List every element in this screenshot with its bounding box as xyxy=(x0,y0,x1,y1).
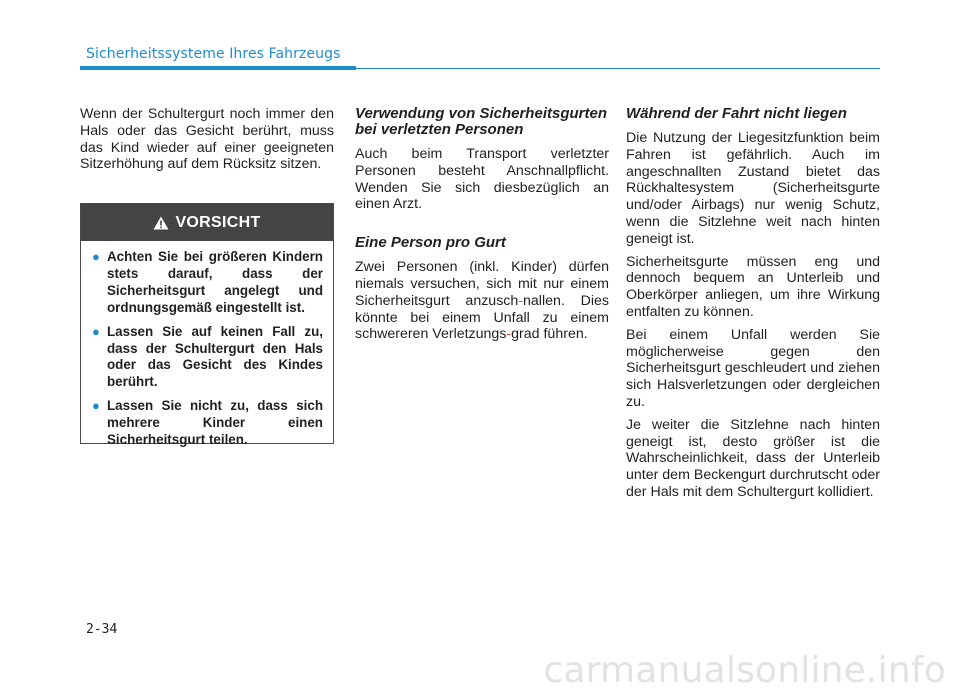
caution-item xyxy=(91,324,323,392)
watermark: carmanualsonline.info xyxy=(543,650,946,691)
header-rule-accent xyxy=(80,66,356,70)
bullet-icon: ● xyxy=(92,323,100,339)
heading-injured-persons: Verwendung von Sicherheitsgurten bei verletzten Personen xyxy=(355,105,607,138)
caution-item-text: Lassen Sie auf keinen Fall zu, dass der Schultergurt den Hals oder das Gesicht des Kindes berührt. xyxy=(107,323,323,390)
paragraph-injured-persons: Auch beim Transport verletzter Personen besteht Anschnallpflicht. Wenden Sie sich diesbezüglich an einen Arzt. xyxy=(355,146,609,213)
caution-label: VORSICHT xyxy=(175,213,261,231)
caution-list xyxy=(81,241,333,449)
bullet-icon: ● xyxy=(92,249,100,264)
caution-item xyxy=(91,398,323,449)
section-header-title: Sicherheitssysteme Ihres Fahrzeugs xyxy=(86,46,341,62)
column-left xyxy=(80,106,334,173)
heading-no-lying: Während der Fahrt nicht liegen xyxy=(626,105,847,122)
caution-box xyxy=(80,203,334,448)
paragraph-part: Zwei Personen (inkl. Kinder) dürfen niemals versuchen, sich mit nur einem Sicherheitsgurt anzusch xyxy=(355,259,609,309)
caution-item xyxy=(91,249,323,317)
bullet-icon: ● xyxy=(92,398,100,414)
paragraph: Sicherheitsgurte müssen eng und dennoch bequem an Unterleib und Oberkörper anliegen, um ihre Wirkung entfalten zu können. xyxy=(626,253,880,320)
caution-item-text: Achten Sie bei größeren Kindern stets darauf, dass der Sicherheitsgurt angelegt und ordnungsgemäß eingestellt ist. xyxy=(107,249,323,315)
warning-triangle-icon xyxy=(153,216,169,230)
heading-one-person-per-belt: Eine Person pro Gurt xyxy=(355,234,506,252)
paragraph: Bei einem Unfall werden Sie möglicherweise gegen den Sicherheitsgurt geschleudert und ziehen sich Halsverletzungen oder dergleichen zu. xyxy=(626,326,880,410)
paragraph: Je weiter die Sitzlehne nach hinten geneigt ist, desto größer ist die Wahrscheinlichkeit, dass der Unterleib unter dem Beckengurt durchrutscht oder der Hals mit dem Schultergurt kollidiert. xyxy=(626,416,880,500)
header-rule-line xyxy=(356,68,880,69)
paragraph: Die Nutzung der Liegesitzfunktion beim Fahren ist gefährlich. Auch im angeschnallten Zustand bietet das Rückhaltesystem (Sicherheitsgurte und/oder Airbags) nur wenig Schutz, wenn die Sitzlehne weit nach hinten geneigt ist. xyxy=(626,130,880,247)
column-middle xyxy=(355,106,609,343)
hyphen-mark: - xyxy=(518,292,524,309)
intro-paragraph: Wenn der Schultergurt noch immer den Hals oder das Gesicht berührt, muss das Kind wieder auf einer geeigneten Sitzerhöhung auf dem Rücksitz sitzen. xyxy=(80,106,334,173)
hyphen-mark: - xyxy=(506,326,512,343)
paragraph-part: nallen. Dies könnte bei einem Unfall zu einem schwereren Verletzungs xyxy=(355,292,609,343)
caution-header xyxy=(81,204,333,241)
caution-item-text: Lassen Sie nicht zu, dass sich mehrere Kinder einen Sicherheitsgurt teilen. xyxy=(107,398,323,448)
paragraph-part: grad führen. xyxy=(511,326,588,343)
paragraph-one-person-per-belt xyxy=(355,259,609,343)
column-right xyxy=(626,106,880,501)
page-number: 2-34 xyxy=(86,622,118,637)
